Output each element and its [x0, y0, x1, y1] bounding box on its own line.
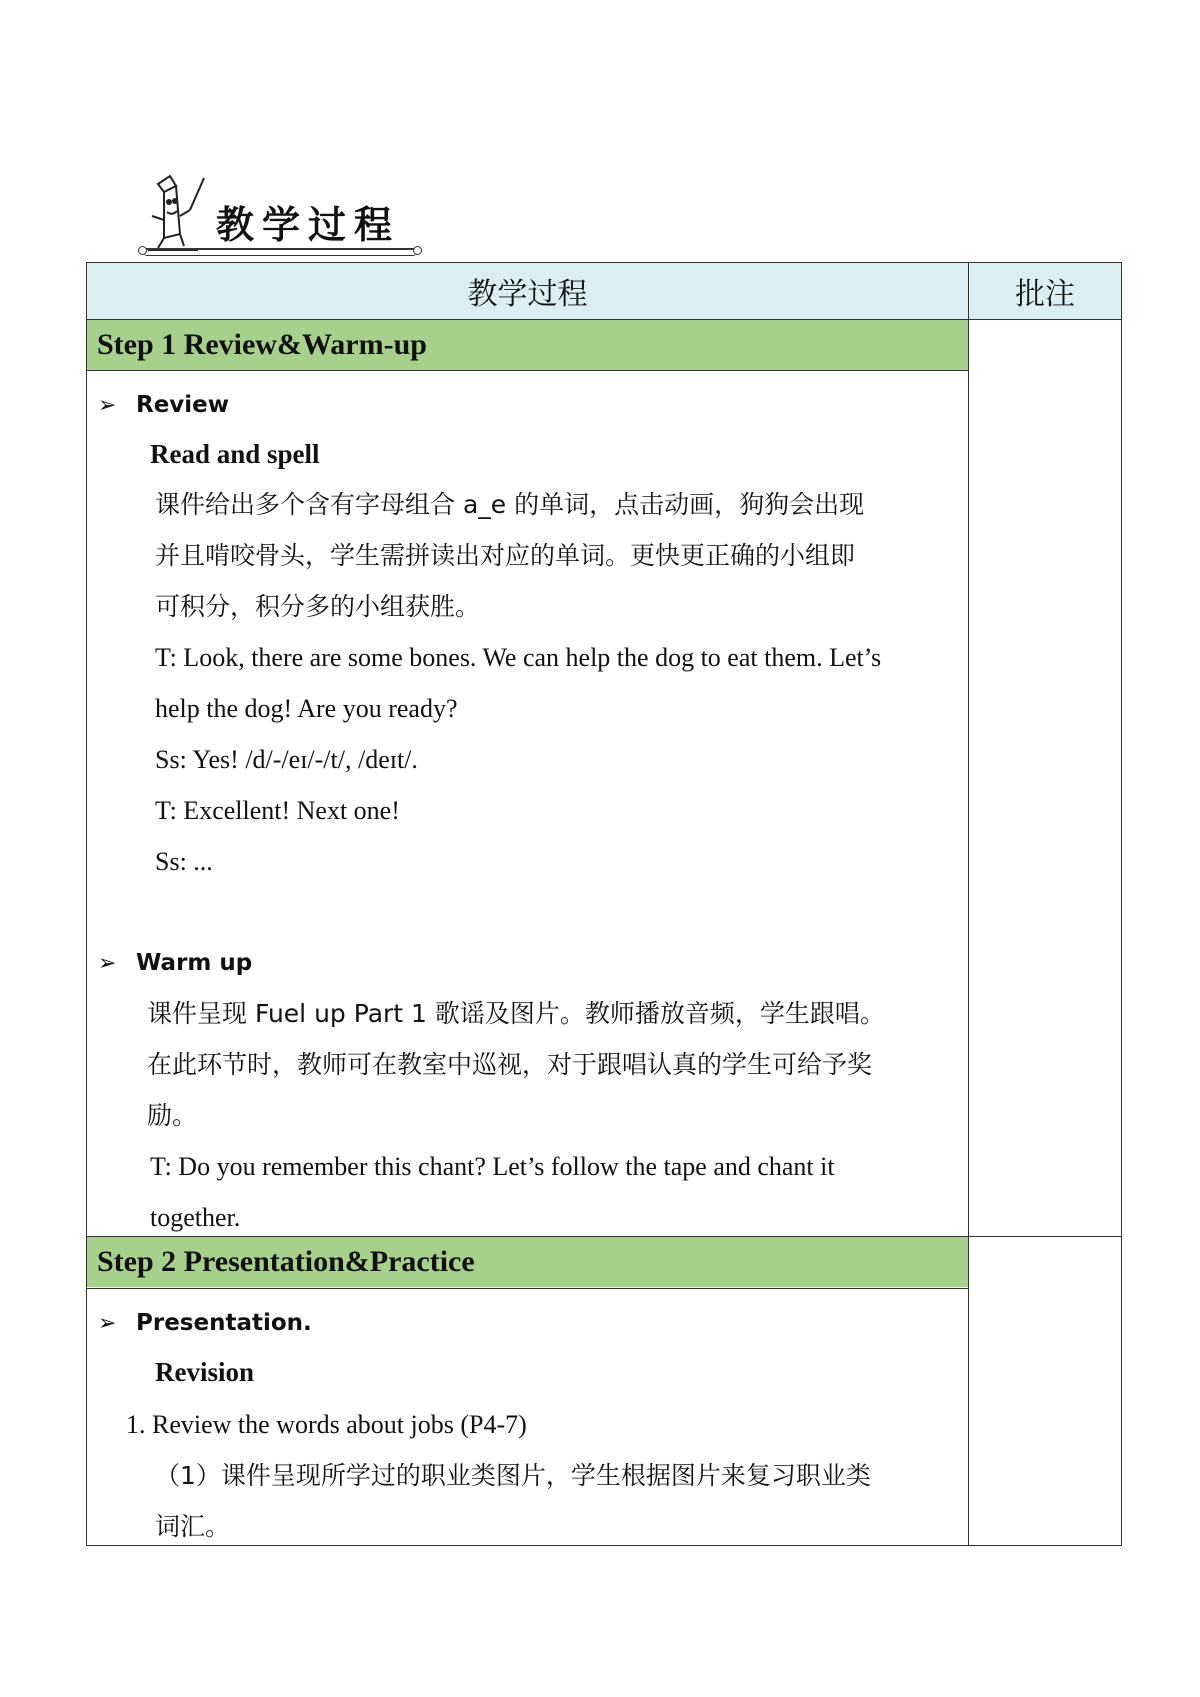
- review-line: Ss: Yes! /d/-/eɪ/-/t/, /deɪt/.: [155, 745, 418, 774]
- presentation-subtitle: Revision: [155, 1357, 255, 1387]
- arrow-bullet-icon: ➢: [98, 393, 117, 418]
- table-header-process: 教学过程: [87, 263, 968, 319]
- step2-title: Step 2 Presentation&Practice: [87, 1237, 968, 1287]
- warmup-line: together.: [150, 1203, 241, 1232]
- review-line: 可积分，积分多的小组获胜。: [155, 592, 481, 621]
- bullet-label: Review: [136, 392, 230, 418]
- column-divider: [968, 262, 969, 1546]
- review-line: T: Look, there are some bones. We can help the dog to eat them. Let’s: [155, 643, 882, 672]
- review-line: 并且啃咬骨头，学生需拼读出对应的单词。更快更正确的小组即: [155, 541, 856, 570]
- table-header-notes: 批注: [969, 263, 1121, 319]
- review-line: help the dog! Are you ready?: [155, 694, 458, 723]
- review-subtitle: Read and spell: [150, 439, 320, 469]
- review-line: 课件给出多个含有字母组合 a_e 的单词，点击动画，狗狗会出现: [155, 490, 865, 519]
- banner-underline: [144, 248, 416, 256]
- step1-band-divider: [86, 370, 968, 371]
- presentation-line: 词汇。: [155, 1512, 231, 1541]
- arrow-bullet-icon: ➢: [98, 1311, 117, 1336]
- bullet-review: [98, 390, 229, 418]
- bullet-label: Presentation.: [136, 1310, 312, 1336]
- review-line: Ss: ...: [155, 847, 213, 876]
- banner-title: 教学过程: [216, 203, 401, 247]
- presentation-line: （1）课件呈现所学过的职业类图片，学生根据图片来复习职业类: [155, 1461, 871, 1490]
- bullet-label: Warm up: [136, 950, 253, 976]
- step2-band-divider: [86, 1288, 968, 1289]
- bullet-warmup: [98, 948, 252, 976]
- step1-title: Step 1 Review&Warm-up: [87, 320, 968, 370]
- warmup-line: T: Do you remember this chant? Let’s follow the tape and chant it: [150, 1152, 835, 1181]
- pencil-teacher-icon: [140, 172, 210, 252]
- arrow-bullet-icon: ➢: [98, 951, 117, 976]
- section-banner: [140, 172, 420, 260]
- warmup-line: 在此环节时，教师可在教室中巡视，对于跟唱认真的学生可给予奖: [147, 1050, 873, 1079]
- bullet-presentation: [98, 1308, 312, 1336]
- warmup-line: 课件呈现 Fuel up Part 1 歌谣及图片。教师播放音频，学生跟唱。: [147, 999, 885, 1028]
- review-line: T: Excellent! Next one!: [155, 796, 400, 825]
- warmup-line: 励。: [147, 1101, 198, 1130]
- presentation-item: 1. Review the words about jobs (P4-7): [126, 1410, 527, 1439]
